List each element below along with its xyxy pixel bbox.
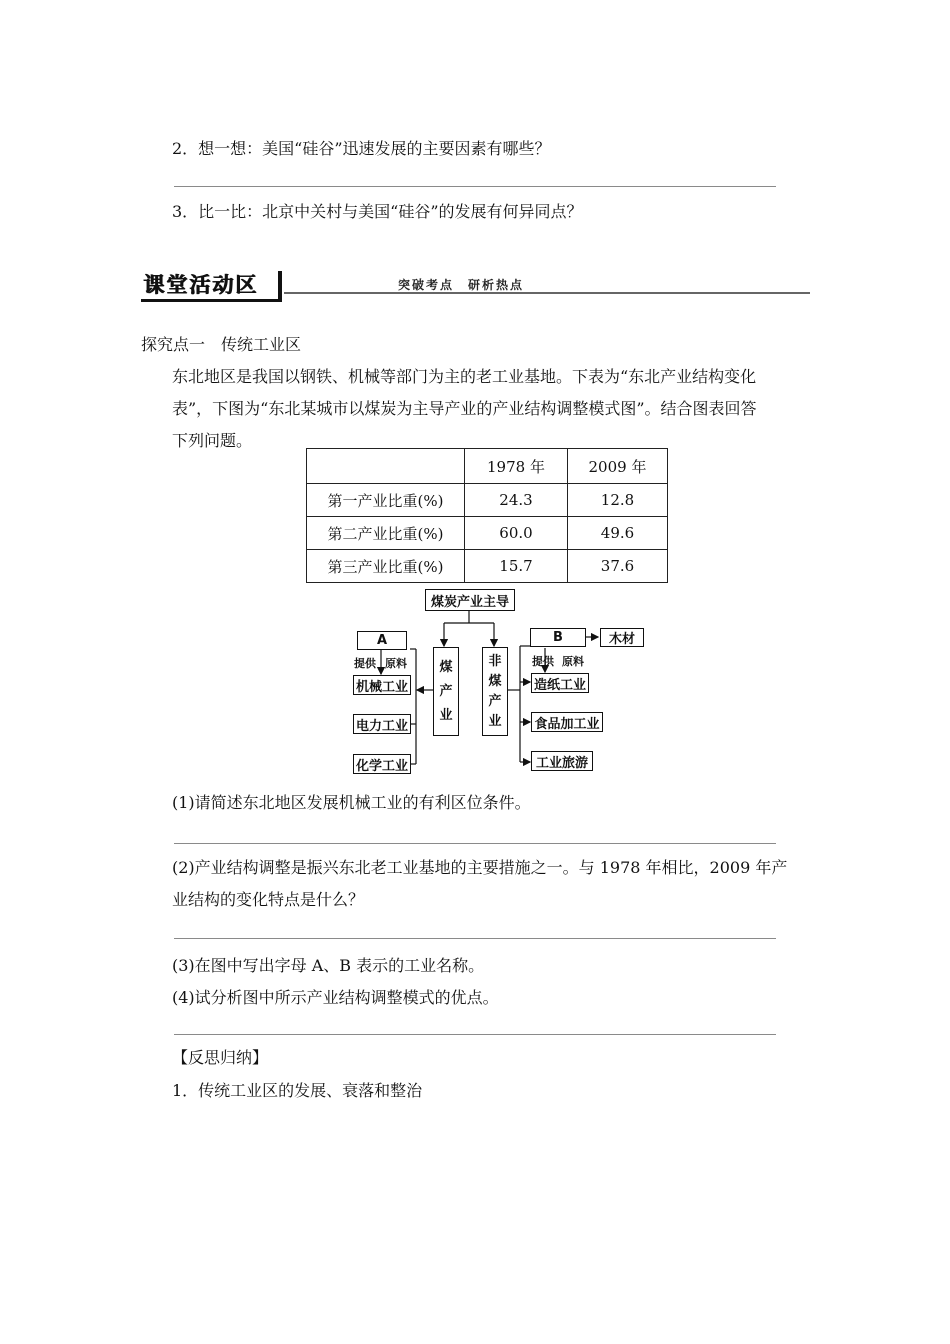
diagram-label-supply-left: 提供 xyxy=(354,657,376,670)
question-3: 3．比一比：北京中关村与美国“硅谷”的发展有何异同点？ xyxy=(172,202,583,221)
coal-char: 业 xyxy=(439,707,453,723)
section-banner-subtitle: 突破考点 研析热点 xyxy=(398,278,525,292)
table-cell: 第二产业比重(%) xyxy=(307,517,465,550)
diagram-box-wood: 木材 xyxy=(600,628,644,647)
diagram-box-coal-dominant: 煤炭产业主导 xyxy=(425,589,515,611)
reflection-title: 【反思归纳】 xyxy=(172,1048,269,1067)
answer-line xyxy=(174,938,776,939)
subquestion-4: (4)试分析图中所示产业结构调整模式的优点。 xyxy=(172,988,499,1007)
table-cell: 37.6 xyxy=(568,550,668,583)
diagram-label-material-right: 原料 xyxy=(562,655,584,668)
question-2: 2．想一想：美国“硅谷”迅速发展的主要因素有哪些？ xyxy=(172,139,551,158)
subquestion-3: (3)在图中写出字母 A、B 表示的工业名称。 xyxy=(172,956,485,975)
table-cell: 第一产业比重(%) xyxy=(307,484,465,517)
diagram-box-food: 食品加工业 xyxy=(531,712,603,732)
intro-text-line1: 东北地区是我国以钢铁、机械等部门为主的老工业基地。下表为“东北产业结构变化 xyxy=(172,367,757,386)
coal-char: 产 xyxy=(439,683,453,699)
intro-text-line2: 表”，下图为“东北某城市以煤炭为主导产业的产业结构调整模式图”。结合图表回答 xyxy=(172,399,757,418)
diagram-box-machinery: 机械工业 xyxy=(353,675,411,695)
diagram-box-chemical: 化学工业 xyxy=(353,754,411,774)
subquestion-2-line2: 业结构的变化特点是什么？ xyxy=(172,890,365,909)
table-header-cell: 1978 年 xyxy=(465,449,568,484)
section-banner-title: 课堂活动区 xyxy=(143,273,258,297)
table-cell: 60.0 xyxy=(465,517,568,550)
noncoal-char: 煤 xyxy=(488,673,502,689)
intro-text-line3: 下列问题。 xyxy=(172,431,253,450)
noncoal-char: 产 xyxy=(488,693,502,709)
table-cell: 第三产业比重(%) xyxy=(307,550,465,583)
diagram-box-a: A xyxy=(357,631,407,650)
table-cell: 15.7 xyxy=(465,550,568,583)
subquestion-2-line1: (2)产业结构调整是振兴东北老工业基地的主要措施之一。与 1978 年相比，2009 年产 xyxy=(172,858,788,877)
noncoal-char: 非 xyxy=(488,653,502,669)
diagram-box-coal-industry xyxy=(433,647,459,736)
table-header-cell: 2009 年 xyxy=(568,449,668,484)
coal-char: 煤 xyxy=(439,659,453,675)
diagram-label-material-left: 原料 xyxy=(385,657,407,670)
diagram-box-tourism: 工业旅游 xyxy=(531,751,593,771)
subquestion-1: (1)请简述东北地区发展机械工业的有利区位条件。 xyxy=(172,793,531,812)
section-heading: 探究点一 传统工业区 xyxy=(141,335,302,354)
table-cell: 12.8 xyxy=(568,484,668,517)
table-cell: 24.3 xyxy=(465,484,568,517)
diagram-box-paper: 造纸工业 xyxy=(531,673,589,693)
answer-line xyxy=(174,843,776,844)
reflection-item-1: 1．传统工业区的发展、衰落和整治 xyxy=(172,1081,423,1100)
diagram-box-b: B xyxy=(530,628,586,647)
noncoal-char: 业 xyxy=(488,713,502,729)
diagram-label-supply-right: 提供 xyxy=(532,655,554,668)
table-cell: 49.6 xyxy=(568,517,668,550)
answer-line xyxy=(174,1034,776,1035)
diagram-box-noncoal-industry xyxy=(482,647,508,736)
diagram-box-power: 电力工业 xyxy=(353,714,411,734)
